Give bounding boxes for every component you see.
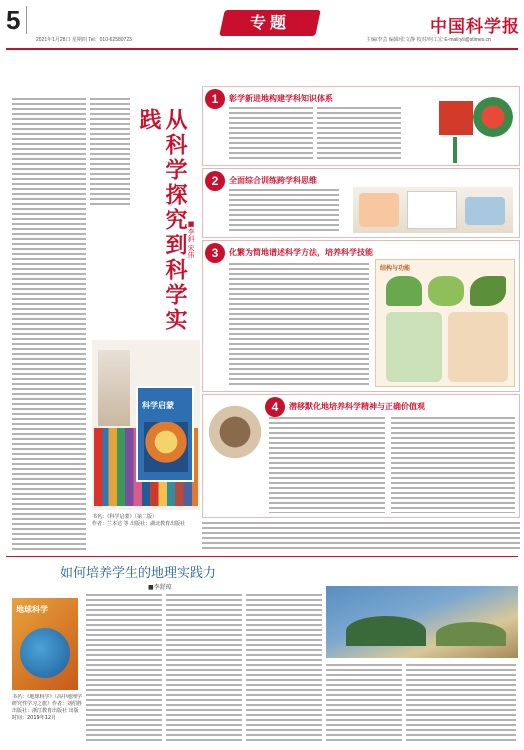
second-article-col-4 [326,664,402,744]
page-number: 5 [6,6,27,34]
section-1 [202,86,520,166]
notebook-illustration [359,193,399,227]
section-2-text [229,189,339,233]
second-article-col-5 [406,664,516,744]
book-image [92,340,200,510]
section-4-number: 4 [265,397,285,417]
section-4-text-a [269,417,385,513]
section-tab [219,10,321,36]
globe-illustration [20,628,70,678]
second-article-col-1 [86,594,162,744]
section-1-text-b [317,107,401,161]
flower-illustration [439,101,473,135]
geo-book-title: 地球科学 [16,605,48,614]
section-2-number: 2 [205,171,225,191]
section-1-title: 彰学新进地构建学科知识体系 [229,94,333,103]
book-cover [136,386,194,482]
section-3-figure [375,259,515,387]
paper-illustration [407,191,457,229]
masthead: 中国科学报 [430,17,520,37]
section-3-title: 化繁为简地谱述科学方法，培养科学技能 [229,248,373,257]
book-caption-line1: 书名：《科学启蒙》（第二版） [92,514,158,520]
plant-leaf-2 [428,276,464,306]
book-caption [92,514,202,528]
header-rule [6,48,518,50]
date-line: 2021年1月28日 星期四 Tel：010-62580723 [36,37,132,43]
book-cover-art [144,422,188,472]
book-side [98,350,130,426]
hill-shape-2 [436,622,506,646]
second-article-byline: ■李舒琼 [148,584,172,591]
main-byline: ■李斜 宋伟 [187,220,195,259]
section-2 [202,168,520,238]
plant-panel-label: 结构与功能 [380,265,411,272]
plant-leaf-3 [470,276,506,306]
section-2-image [353,187,513,233]
flower-illustration-2 [473,97,513,137]
section-4-title: 潜移默化地培养科学精神与正确价值观 [289,402,425,411]
second-article-title: 如何培养学生的地理实践力 [60,566,217,581]
article-divider [6,556,518,557]
main-title: 从科学探究到科学实践 [136,108,188,333]
section-4-text-b [391,417,515,513]
geo-book-cover [12,598,78,690]
editor-line: 主编/李芸 编辑/张文静 校对/何工宏 E-mail:yli@stimes.cn [366,37,491,43]
section-3 [202,240,520,392]
section-1-number: 1 [205,89,225,109]
hedgehog-illustration [207,399,263,459]
geo-book-caption: 书名：《地球科学》（高中地理学研究性学习之旅）作者：刘绍胜 出版社：浙江教育出版社 出版时间：2019年12月 [12,694,82,721]
plant-root-diagram [386,312,442,382]
second-article-col-3 [246,594,322,744]
section-3-text [229,263,369,387]
plant-cell-diagram [448,312,508,382]
book-cover-title: 科学启蒙 [142,401,174,410]
section-3-number: 3 [205,243,225,263]
hill-shape [346,616,426,646]
section-label: 专题 [249,13,290,32]
second-article-col-2 [166,594,242,744]
flower-stem [453,137,457,163]
center-column-text [90,98,130,208]
landscape-photo [326,586,518,658]
device-illustration [465,197,505,225]
section-4-continued [202,522,520,550]
section-1-text-a [229,107,313,161]
section-4 [202,394,520,518]
book-caption-line2: 作者：兰本达 等 出版社：湖北教育出版社 [92,521,186,527]
plant-leaf-1 [386,276,422,306]
left-column-text [12,98,86,550]
section-2-title: 全面综合训练跨学科思维 [229,176,317,185]
